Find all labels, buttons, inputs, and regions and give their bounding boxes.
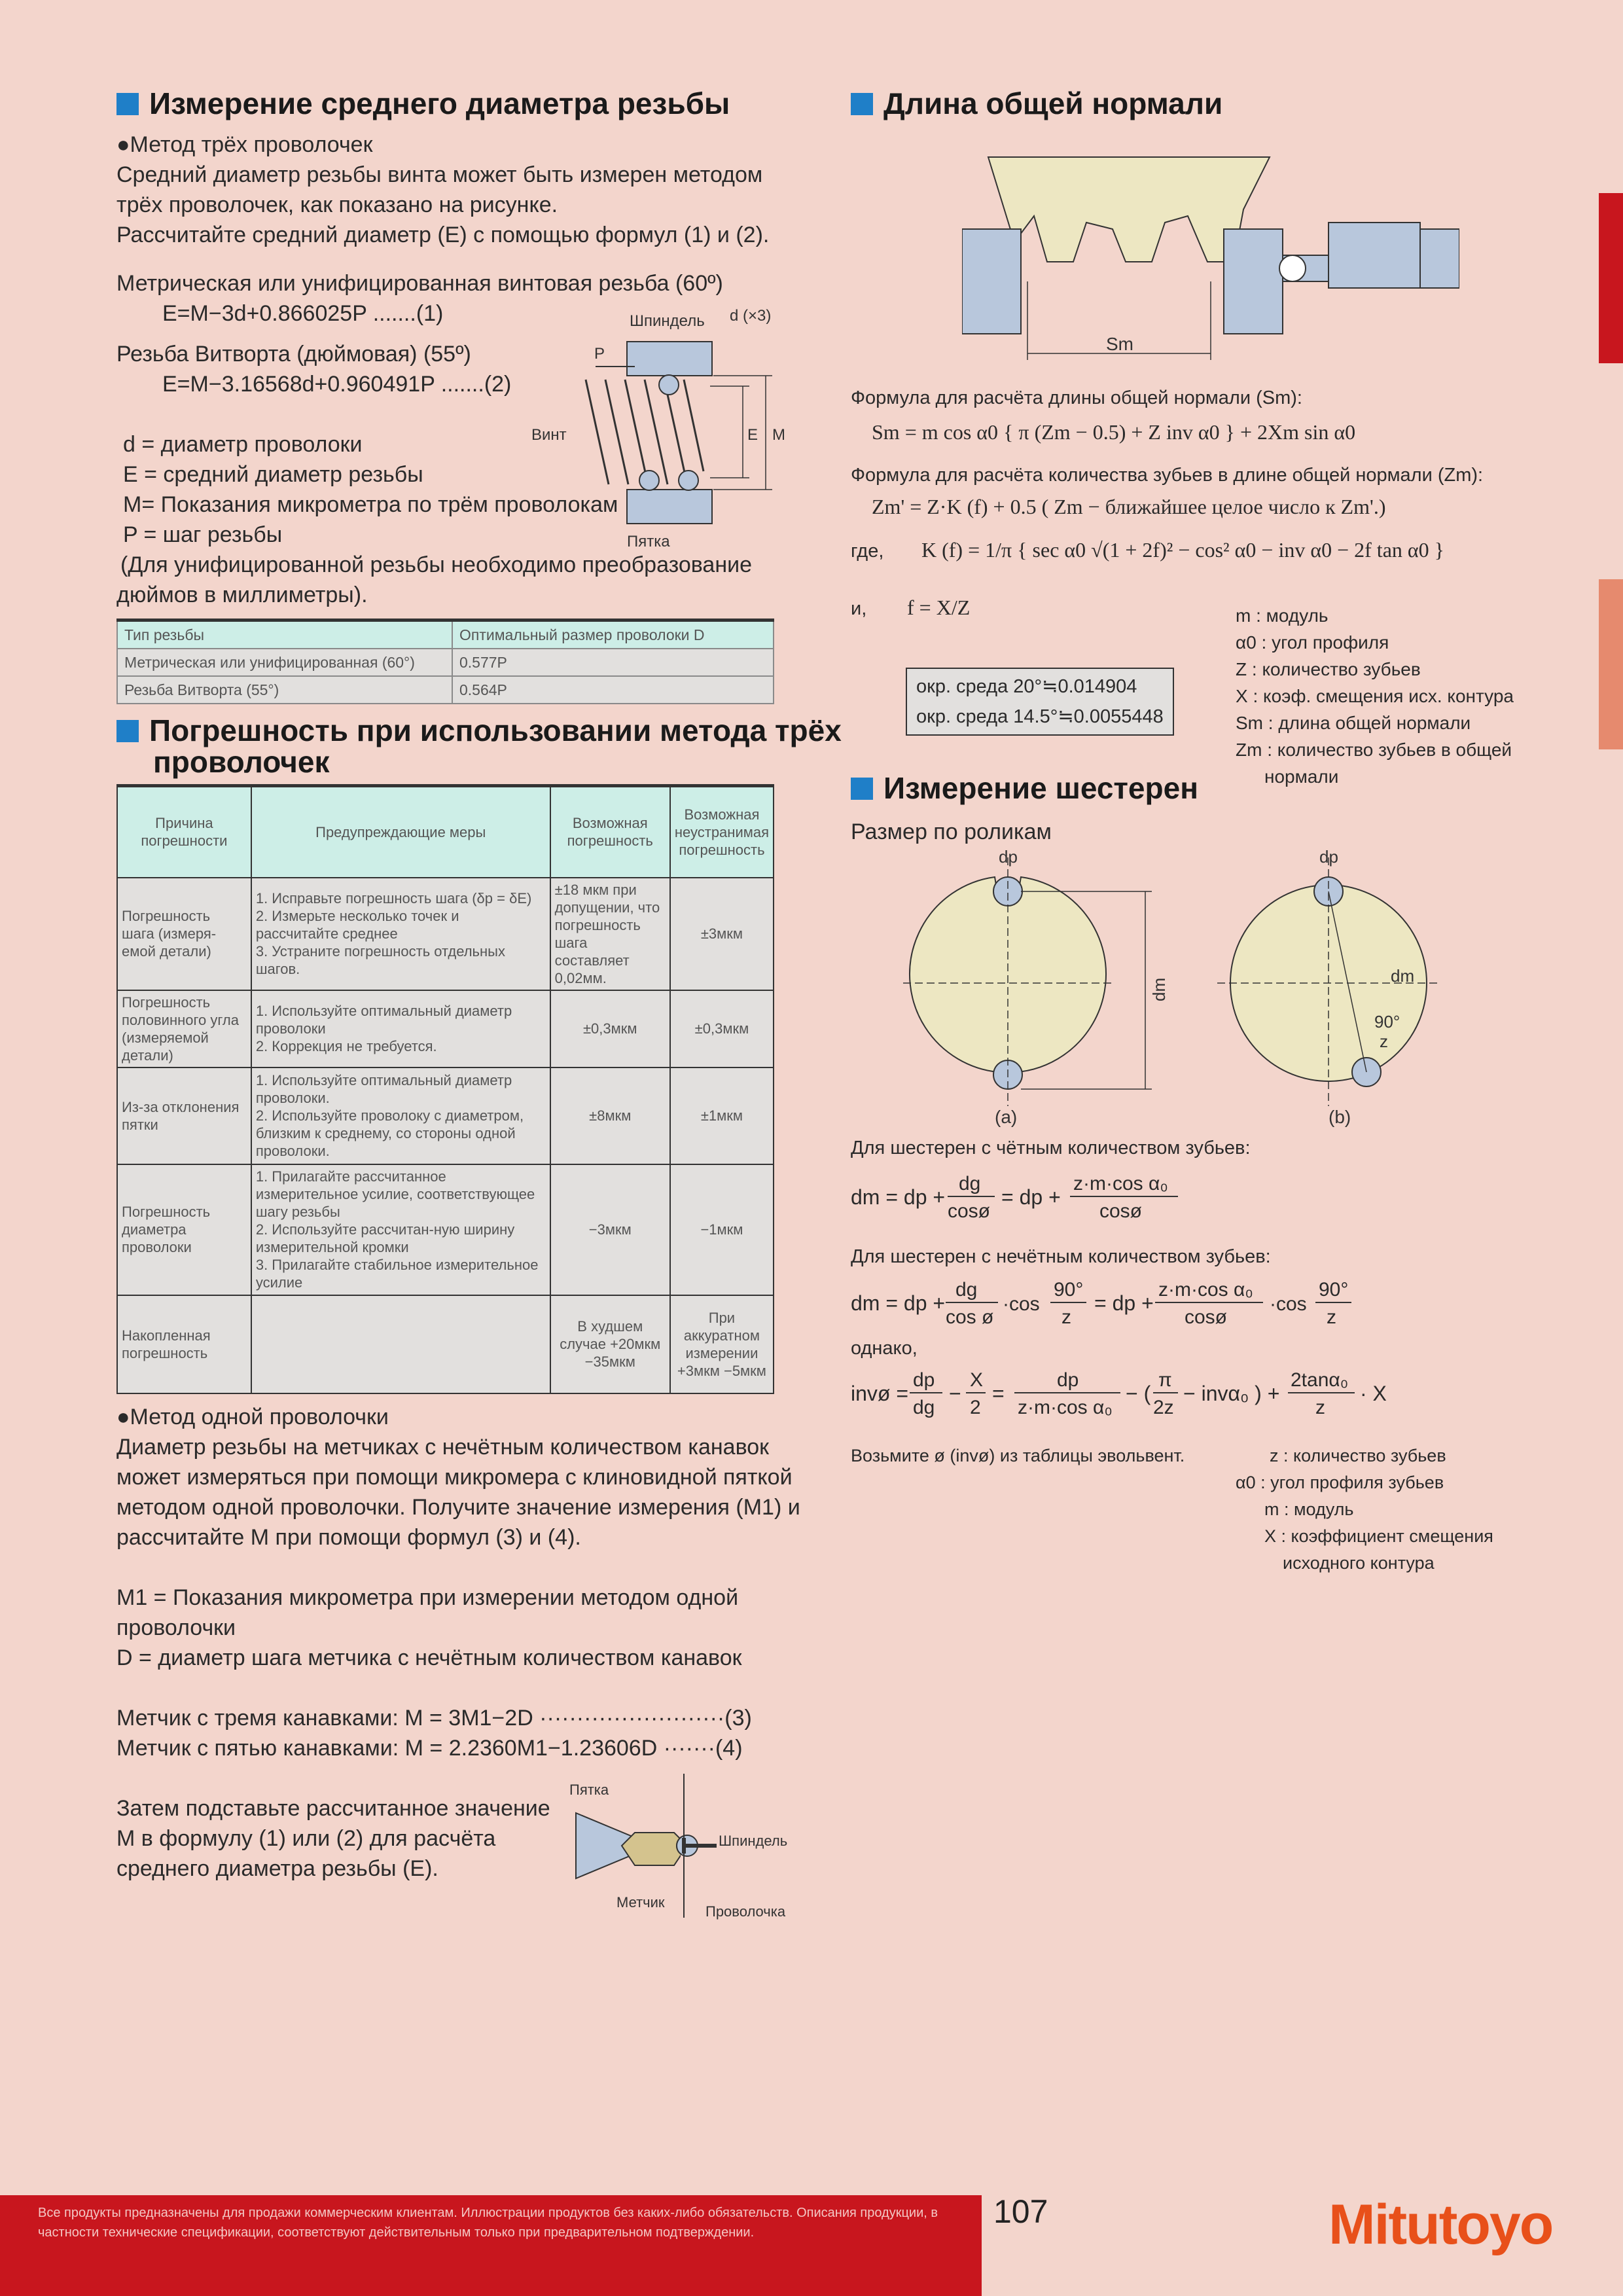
- section-title-normal-length: Длина общей нормали: [883, 86, 1223, 120]
- svg-text:cosø: cosø: [1099, 1200, 1143, 1222]
- table-header: Возможная неустранимая погрешность: [670, 786, 774, 878]
- wire-top: [659, 375, 679, 395]
- section-marker: [851, 778, 873, 800]
- svg-text:dp: dp: [913, 1369, 935, 1391]
- fig-b-dp: dp: [1319, 847, 1338, 867]
- measure-item: 2. Используйте проволоку с диаметром, близким к среднему, со стороны одной проволоки.: [255, 1107, 524, 1159]
- error-possible: ±8мкм: [550, 1067, 670, 1164]
- legend-item: α0 : угол профиля: [1236, 632, 1389, 653]
- svg-text:dg: dg: [959, 1173, 981, 1194]
- def-d: d = диаметр проволоки: [123, 432, 363, 457]
- svg-text:cosø: cosø: [1185, 1306, 1228, 1328]
- svg-text:cosø: cosø: [948, 1200, 991, 1222]
- measure-item: 2. Коррекция не требуется.: [255, 1038, 437, 1054]
- fig2-spindle-label: Шпиндель: [719, 1833, 788, 1849]
- def-m: M= Показания микрометра по трём проволокам: [123, 492, 618, 517]
- one-wire-diagram: [556, 1767, 805, 1924]
- error-cause: Из-за отклонения пятки: [117, 1067, 251, 1164]
- fig-a: [903, 847, 1169, 1127]
- even-teeth-label: Для шестерен с чётным количеством зубьев:: [851, 1138, 1251, 1158]
- def-e: E = средний диаметр резьбы: [123, 462, 423, 487]
- svg-text:2z: 2z: [1153, 1397, 1174, 1418]
- def-p: P = шаг резьбы: [123, 522, 283, 547]
- fig-b-dm: dm: [1391, 966, 1415, 986]
- then-line: Затем подставьте рассчитанное значение: [116, 1796, 550, 1821]
- fig1-e-label: E: [747, 426, 758, 444]
- measure-item: 3. Прилагайте стабильное измерительное усилие: [255, 1257, 539, 1291]
- legend-gears: [1236, 1443, 1493, 1577]
- measure-item: 3. Устраните погрешность отдельных шагов.: [255, 943, 505, 977]
- section-marker: [116, 93, 139, 115]
- svg-text:dg: dg: [955, 1279, 978, 1300]
- formula-2: E=M−3.16568d+0.960491P .......(2): [162, 372, 512, 397]
- error-possible: В худшем случае +20мкм −35мкм: [550, 1295, 670, 1393]
- fig1-pitch-label: P: [594, 345, 605, 363]
- table-header: Тип резьбы: [117, 620, 452, 649]
- error-measures: [251, 878, 550, 990]
- intro-line: трёх проволочек, как показано на рисунке.: [116, 192, 558, 217]
- svg-text:dm = dp +: dm = dp +: [851, 1291, 946, 1315]
- d-definition: D = диаметр шага метчика с нечётным количеством канавок: [116, 1645, 742, 1670]
- wire-size-table: [116, 619, 774, 704]
- error-cause: Погрешность диаметра проволоки: [117, 1164, 251, 1295]
- svg-text:X: X: [970, 1369, 984, 1391]
- error-residual: ±3мкм: [670, 878, 774, 990]
- measure-item: 2. Измерьте несколько точек и рассчитайте среднее: [255, 908, 459, 942]
- roller-diagrams: [903, 844, 1479, 1132]
- legend-item: X : коэффициент смещения: [1264, 1526, 1493, 1546]
- table-header: Оптимальный размер проволоки D: [452, 620, 774, 649]
- fig-b-label: (b): [1329, 1107, 1351, 1127]
- odd-teeth-label: Для шестерен с нечётным количеством зубьев:: [851, 1246, 1271, 1267]
- svg-text:cos ø: cos ø: [946, 1306, 994, 1328]
- measure-item: 1. Используйте оптимальный диаметр проволоки.: [255, 1072, 512, 1106]
- formula-1: E=M−3d+0.866025P .......(1): [162, 301, 444, 326]
- svg-text:−: −: [949, 1382, 961, 1405]
- svg-text:z: z: [1061, 1306, 1071, 1328]
- error-residual: ±0,3мкм: [670, 990, 774, 1067]
- even-formula: [851, 1168, 1309, 1227]
- screw-thread: [586, 380, 704, 484]
- anvil-shape: [627, 490, 712, 524]
- error-residual: ±1мкм: [670, 1067, 774, 1164]
- fig1-m-label: M: [772, 426, 785, 444]
- measure-item: 1. Исправьте погрешность шага (δp = δE): [255, 890, 532, 906]
- section-marker: [116, 720, 139, 742]
- error-table: [116, 784, 774, 1394]
- wire-bottom-1: [639, 471, 659, 490]
- error-cause: Накопленная погрешность: [117, 1295, 251, 1393]
- anvil-shape: [962, 229, 1021, 334]
- method-three-wire-heading: ●Метод трёх проволочек: [116, 132, 373, 157]
- m1-definition: M1 = Показания микрометра при измерении методом одной: [116, 1585, 739, 1610]
- svg-text:− invα₀ ) +: − invα₀ ) +: [1183, 1382, 1280, 1405]
- section-marker: [851, 93, 873, 115]
- svg-text:z·m·cos α₀: z·m·cos α₀: [1018, 1397, 1113, 1418]
- fig-b-angle: 90°: [1374, 1012, 1400, 1031]
- section-tab-active: [1599, 193, 1623, 363]
- fig2-anvil-label: Пятка: [569, 1782, 609, 1798]
- error-measures: [251, 1295, 550, 1393]
- whitworth-label: Резьба Витворта (дюймовая) (55º): [116, 342, 471, 367]
- sm-formula: Sm = m cos α0 { π (Zm − 0.5) + Z inv α0 } + 2Xm sin α0: [872, 420, 1356, 444]
- svg-text:= dp +: = dp +: [1001, 1185, 1061, 1209]
- error-measures: [251, 1164, 550, 1295]
- and-label: и,: [851, 598, 867, 619]
- spindle-shape: [627, 342, 712, 376]
- common-normal-diagram: [962, 131, 1459, 373]
- one-wire-line: Диаметр резьбы на метчиках с нечётным количеством канавок: [116, 1435, 770, 1460]
- fig1-anvil-label: Пятка: [627, 533, 670, 550]
- fig-b: [1217, 847, 1440, 1127]
- wire-bottom-2: [679, 471, 698, 490]
- legend-item: X : коэф. смещения исх. контура: [1236, 686, 1514, 706]
- fig2-wire-label: Проволочка: [705, 1903, 786, 1920]
- def-note: (Для унифицированной резьбы необходимо преобразование: [120, 552, 752, 577]
- svg-text:dp: dp: [1057, 1369, 1079, 1391]
- section-title-thread-diameter: Измерение среднего диаметра резьбы: [149, 86, 730, 120]
- svg-text:z·m·cos α₀: z·m·cos α₀: [1073, 1173, 1168, 1194]
- error-residual: При аккуратном измерении +3мкм −5мкм: [670, 1295, 774, 1393]
- three-wire-diagram: [524, 301, 798, 556]
- svg-text:z: z: [1315, 1397, 1325, 1418]
- zm-formula-label: Формула для расчёта количества зубьев в длине общей нормали (Zm):: [851, 465, 1484, 486]
- fig-a-dm: dm: [1149, 977, 1169, 1001]
- error-possible: ±18 мкм при допущении, что погрешность шага составляет 0,02мм.: [550, 878, 670, 990]
- svg-text:− (: − (: [1126, 1382, 1151, 1405]
- however-label: однако,: [851, 1338, 918, 1359]
- intro-line: Рассчитайте средний диаметр (E) с помощью формул (1) и (2).: [116, 223, 770, 247]
- svg-text:dg: dg: [913, 1397, 935, 1418]
- one-wire-line: рассчитайте M при помощи формул (3) и (4).: [116, 1525, 581, 1550]
- k-formula: K (f) = 1/π { sec α0 √(1 + 2f)² − cos² α0 − inv α0 − 2f tan α0 }: [921, 538, 1445, 562]
- fig-b-z: z: [1380, 1031, 1388, 1051]
- error-possible: −3мкм: [550, 1164, 670, 1295]
- def-note: дюймов в миллиметры).: [116, 583, 368, 607]
- error-measures: [251, 1067, 550, 1164]
- rollers-subtitle: Размер по роликам: [851, 819, 1052, 844]
- legend-item: исходного контура: [1283, 1553, 1435, 1573]
- inv-formula: [851, 1364, 1414, 1423]
- sm-formula-label: Формула для расчёта длины общей нормали (Sm):: [851, 387, 1302, 408]
- then-line: M в формулу (1) или (2) для расчёта: [116, 1826, 496, 1851]
- table-cell: 0.577P: [452, 649, 774, 676]
- formula-4: Метчик с пятью канавками: M = 2.2360M1−1.23606D ·······(4): [116, 1736, 743, 1761]
- table-header: Причина погрешности: [117, 786, 251, 878]
- fig-a-label: (a): [995, 1107, 1018, 1127]
- fig1-spindle-label: Шпиндель: [630, 312, 705, 330]
- fig1-screw-label: Винт: [531, 426, 567, 444]
- method-one-wire-heading: ●Метод одной проволочки: [116, 1405, 389, 1429]
- error-possible: ±0,3мкм: [550, 990, 670, 1067]
- spindle-shape: [1224, 229, 1283, 334]
- measure-item: 1. Прилагайте рассчитанное измерительное усилие, соответствующее шагу резьбы: [255, 1168, 535, 1220]
- micrometer-body: [1329, 223, 1420, 288]
- legend-item: α0 : угол профиля зубьев: [1236, 1473, 1444, 1492]
- error-cause: Погрешность половинного угла (измеряемой детали): [117, 990, 251, 1067]
- table-header: Возможная погрешность: [550, 786, 670, 878]
- legend-normal: [1236, 602, 1514, 790]
- one-wire-line: методом одной проволочки. Получите значение измерения (M1) и: [116, 1495, 800, 1520]
- legend-item: m : модуль: [1264, 1499, 1354, 1519]
- then-line: среднего диаметра резьбы (E).: [116, 1856, 438, 1881]
- fig1-wire-label: d (×3): [730, 307, 772, 325]
- inv-value-box: [906, 668, 1174, 736]
- page-number: 107: [993, 2193, 1048, 2230]
- footer-disclaimer: Все продукты предназначены для продажи коммерческим клиентам. Иллюстрации продуктов без каких-либо обязательств. Описания продукции, в частности технические спецификации, соответствуют действительным только при предварительном подтверждении.: [38, 2206, 938, 2240]
- svg-text:·cos: ·cos: [1003, 1293, 1040, 1315]
- svg-text:z: z: [1327, 1306, 1336, 1328]
- svg-text:z·m·cos α₀: z·m·cos α₀: [1158, 1279, 1253, 1300]
- fig-a-dp: dp: [999, 847, 1018, 867]
- intro-line: Средний диаметр резьбы винта может быть измерен методом: [116, 162, 763, 187]
- where-label: где,: [851, 541, 884, 562]
- legend-item: нормали: [1264, 766, 1339, 787]
- metric-label: Метрическая или унифицированная винтовая резьба (60º): [116, 271, 723, 296]
- brand-logo: Mitutoyo: [1329, 2193, 1553, 2256]
- inv-value-14: окр. среда 14.5°≒0.0055448: [916, 706, 1164, 727]
- inv-value-20: окр. среда 20°≒0.014904: [916, 676, 1137, 697]
- error-residual: −1мкм: [670, 1164, 774, 1295]
- section-tab: [1599, 579, 1623, 749]
- legend-item: m : модуль: [1236, 605, 1329, 626]
- svg-text:· X: · X: [1360, 1382, 1387, 1405]
- error-cause: Погрешность шага (измеря-емой детали): [117, 878, 251, 990]
- f-formula: f = X/Z: [907, 596, 971, 619]
- legend-item: Zm : количество зубьев в общей: [1236, 740, 1512, 760]
- involute-table-note: Возьмите ø (invø) из таблицы эвольвент.: [851, 1446, 1185, 1465]
- formula-3: Метчик с тремя канавками: M = 3M1−2D ·························(3): [116, 1706, 752, 1731]
- one-wire-line: может измеряться при помощи микромера с клиновидной пяткой: [116, 1465, 793, 1490]
- error-measures: [251, 990, 550, 1067]
- svg-text:dm = dp +: dm = dp +: [851, 1185, 946, 1209]
- legend-item: Z : количество зубьев: [1236, 659, 1421, 679]
- table-cell: 0.564P: [452, 676, 774, 704]
- section-title-error-cont: проволочек: [153, 745, 330, 779]
- svg-text:90°: 90°: [1319, 1279, 1349, 1300]
- svg-text:·cos: ·cos: [1270, 1293, 1307, 1315]
- svg-text:2tanα₀: 2tanα₀: [1291, 1369, 1349, 1391]
- svg-text:π: π: [1158, 1369, 1172, 1391]
- table-cell: Резьба Витворта (55°): [117, 676, 452, 704]
- measure-item: 2. Используйте рассчитан-ную ширину измерительной кромки: [255, 1221, 515, 1255]
- table-cell: Метрическая или унифицированная (60°): [117, 649, 452, 676]
- section-title-gear-measure: Измерение шестерен: [883, 771, 1198, 805]
- svg-text:invø =: invø =: [851, 1382, 909, 1405]
- table-header: Предупреждающие меры: [251, 786, 550, 878]
- svg-text:90°: 90°: [1054, 1279, 1084, 1300]
- svg-text:2: 2: [970, 1397, 981, 1418]
- section-title-error: Погрешность при использовании метода трёх: [149, 713, 842, 747]
- m1-definition-cont: проволочки: [116, 1615, 236, 1640]
- legend-item: Sm : длина общей нормали: [1236, 713, 1471, 733]
- legend-item: z : количество зубьев: [1270, 1446, 1446, 1465]
- zm-formula: Zm' = Z·K (f) + 0.5 ( Zm − ближайшее целое число к Zm'.): [872, 495, 1386, 518]
- svg-text:= dp +: = dp +: [1094, 1291, 1154, 1315]
- measure-item: 1. Используйте оптимальный диаметр проволоки: [255, 1003, 512, 1037]
- odd-formula: [851, 1274, 1414, 1333]
- fig2-tap-label: Метчик: [616, 1894, 665, 1910]
- sm-label: Sm: [1106, 334, 1133, 354]
- svg-text:=: =: [992, 1382, 1005, 1405]
